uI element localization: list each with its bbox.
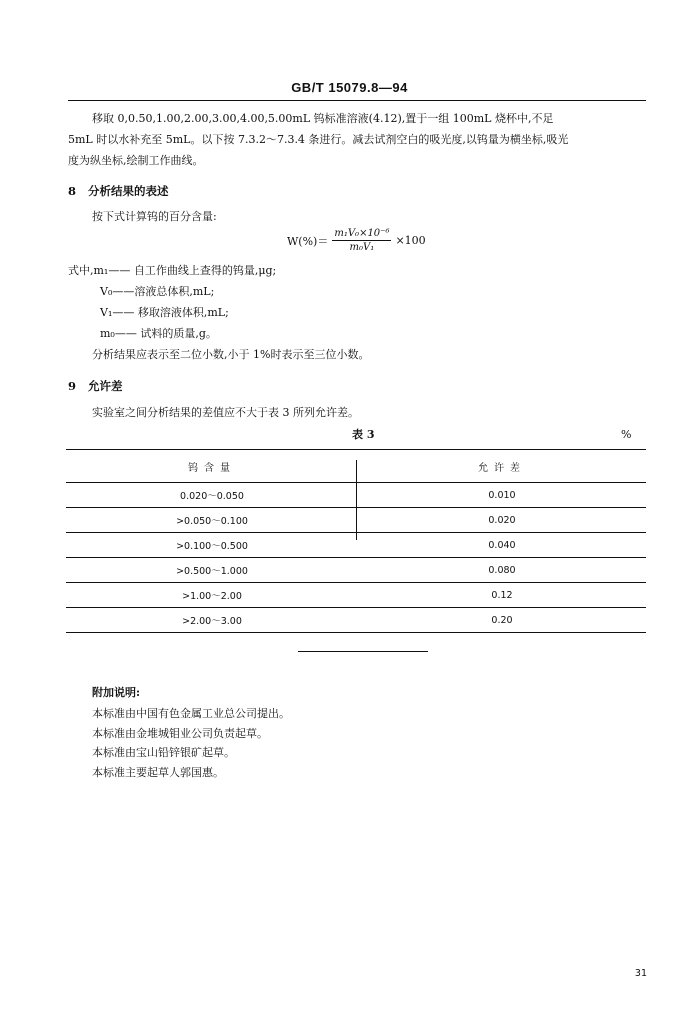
paragraph-line: 5mL 时以水补充至 5mL。以下按 7.3.2～7.3.4 条进行。减去试剂空白的吸光度,以钨量为横坐标,吸光 xyxy=(68,133,569,146)
table-cell: >1.00～2.00 xyxy=(182,591,242,602)
section-number: 9 xyxy=(68,379,77,393)
table-cell: 0.20 xyxy=(491,614,513,626)
paragraph-line: 移取 0,0.50,1.00,2.00,3.00,4.00,5.00mL 钨标准溶液(4.12),置于一组 100mL 烧杯中,不足 xyxy=(92,112,554,125)
section-number: 8 xyxy=(68,184,77,198)
formula xyxy=(287,228,426,253)
paragraph-line: 度为纵坐标,绘制工作曲线。 xyxy=(68,154,204,167)
note-line: 本标准由中国有色金属工业总公司提出。 xyxy=(92,707,290,720)
header-rule xyxy=(68,100,646,101)
section-title: 允许差 xyxy=(88,379,123,393)
table-cell: 0.020 xyxy=(488,514,516,526)
column-header: 钨含量 xyxy=(188,462,236,474)
where-line: 式中,m₁—— 自工作曲线上查得的钨量,μg; xyxy=(68,264,277,277)
section-intro: 按下式计算钨的百分含量: xyxy=(92,210,217,223)
formula-lhs: W(%)＝ xyxy=(287,234,329,248)
table-cell: 0.010 xyxy=(488,489,516,501)
section-intro: 实验室之间分析结果的差值应不大于表 3 所列允许差。 xyxy=(92,406,359,419)
note-line: 本标准主要起草人郭国惠。 xyxy=(92,766,224,779)
table-cell: 0.040 xyxy=(488,539,516,551)
note-line: 本标准由宝山铅锌银矿起草。 xyxy=(92,746,235,759)
standard-code-header: GB/T 15079.8—94 xyxy=(291,80,408,95)
table-row xyxy=(66,608,646,633)
notes-title: 附加说明: xyxy=(92,686,141,699)
table-row xyxy=(66,558,646,583)
column-header: 允许差 xyxy=(478,462,526,474)
table-unit: % xyxy=(621,428,632,441)
table-cell: >2.00～3.00 xyxy=(182,616,242,627)
end-rule xyxy=(298,651,428,652)
formula-numerator: m₁V₀×10⁻⁶ xyxy=(334,228,390,239)
table-cell: >0.050～0.100 xyxy=(176,516,248,527)
table-cell: >0.500～1.000 xyxy=(176,566,248,577)
where-line: V₁—— 移取溶液体积,mL; xyxy=(100,306,229,319)
section-8-heading xyxy=(68,183,169,199)
table-column-divider xyxy=(356,460,357,540)
where-line: m₀—— 试料的质量,g。 xyxy=(100,327,217,340)
table-caption: 表 3 xyxy=(352,428,375,441)
where-line: V₀——溶液总体积,mL; xyxy=(100,285,215,298)
section-title: 分析结果的表述 xyxy=(88,184,169,198)
result-note: 分析结果应表示至二位小数,小于 1%时表示至三位小数。 xyxy=(92,348,370,361)
section-9-heading xyxy=(68,378,123,394)
table-cell: 0.020～0.050 xyxy=(180,491,244,502)
table-row xyxy=(66,583,646,608)
formula-fraction xyxy=(332,228,391,253)
formula-rhs: ×100 xyxy=(395,234,426,247)
table-cell: 0.12 xyxy=(491,589,513,601)
note-line: 本标准由金堆城钼业公司负责起草。 xyxy=(92,727,268,740)
table-cell: >0.100～0.500 xyxy=(176,541,248,552)
page-number: 31 xyxy=(634,968,647,979)
formula-denominator: m₀V₁ xyxy=(349,242,375,253)
table-cell: 0.080 xyxy=(488,564,516,576)
